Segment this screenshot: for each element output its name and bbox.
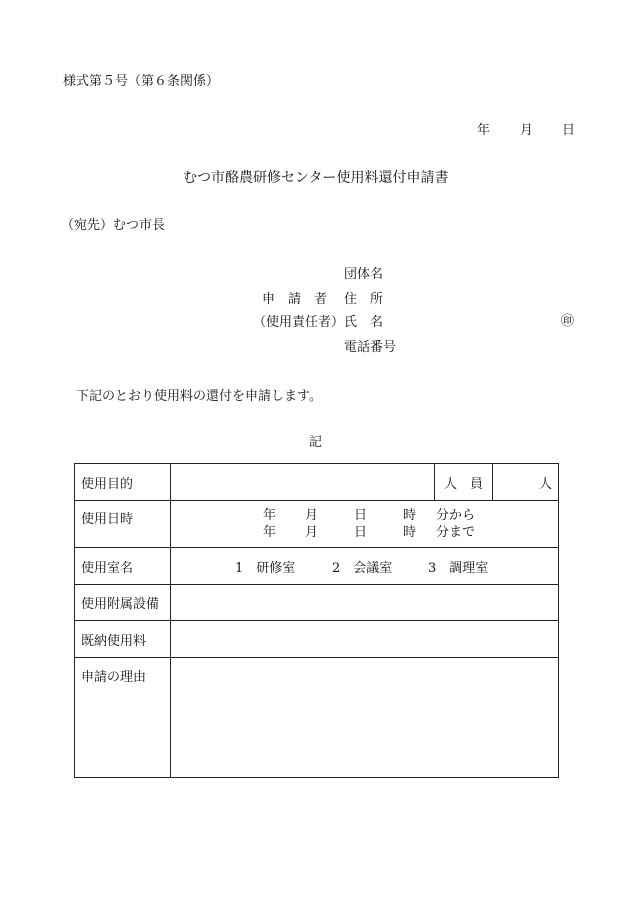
room-option[interactable]: 1 研修室 — [235, 560, 296, 576]
purpose-row — [75, 464, 559, 501]
address-label: 住 所 — [344, 292, 384, 307]
name-label: 氏 名 — [344, 315, 384, 330]
date-year: 年 — [477, 123, 491, 138]
reason-label: 申請の理由 — [75, 658, 171, 778]
room-option[interactable]: 3 調理室 — [428, 560, 489, 576]
responsible-person-label: （使用責任者） — [253, 315, 345, 330]
seal-mark: ㊞ — [561, 314, 575, 329]
datetime-from-line: 年 月 日 時 分から — [262, 508, 475, 523]
datetime-label: 使用日時 — [75, 501, 171, 548]
equipment-row — [75, 585, 559, 621]
document-title: むつ市酪農研修センター使用料還付申請書 — [183, 170, 449, 186]
headcount-unit[interactable]: 人 — [493, 464, 559, 501]
paid-fee-label: 既納使用料 — [75, 621, 171, 658]
datetime-row — [75, 501, 559, 548]
headcount-label: 人 員 — [435, 464, 493, 501]
applicant-label: 申 請 者 — [262, 292, 328, 307]
addressee: （宛先）むつ市長 — [61, 218, 166, 233]
ki-heading: 記 — [309, 435, 323, 450]
group-name-label: 団体名 — [344, 267, 384, 282]
room-options[interactable] — [171, 548, 559, 585]
equipment-label: 使用附属設備 — [75, 585, 171, 621]
reason-row — [75, 658, 559, 778]
datetime-value[interactable] — [171, 501, 559, 548]
paid-fee-value[interactable] — [171, 621, 559, 658]
datetime-to-line: 年 月 日 時 分まで — [262, 525, 475, 540]
application-table — [74, 463, 559, 778]
phone-label: 電話番号 — [344, 340, 397, 355]
date-day: 日 — [562, 123, 576, 138]
date-month: 月 — [520, 123, 534, 138]
form-number: 様式第５号（第６条関係） — [63, 74, 220, 89]
room-row — [75, 548, 559, 585]
purpose-label: 使用目的 — [75, 464, 171, 501]
room-label: 使用室名 — [75, 548, 171, 585]
intro-text: 下記のとおり使用料の還付を申請します。 — [76, 389, 322, 404]
purpose-value[interactable] — [171, 464, 435, 501]
reason-value[interactable] — [171, 658, 559, 778]
room-option[interactable]: 2 会議室 — [332, 560, 393, 576]
paid-fee-row — [75, 621, 559, 658]
equipment-value[interactable] — [171, 585, 559, 621]
